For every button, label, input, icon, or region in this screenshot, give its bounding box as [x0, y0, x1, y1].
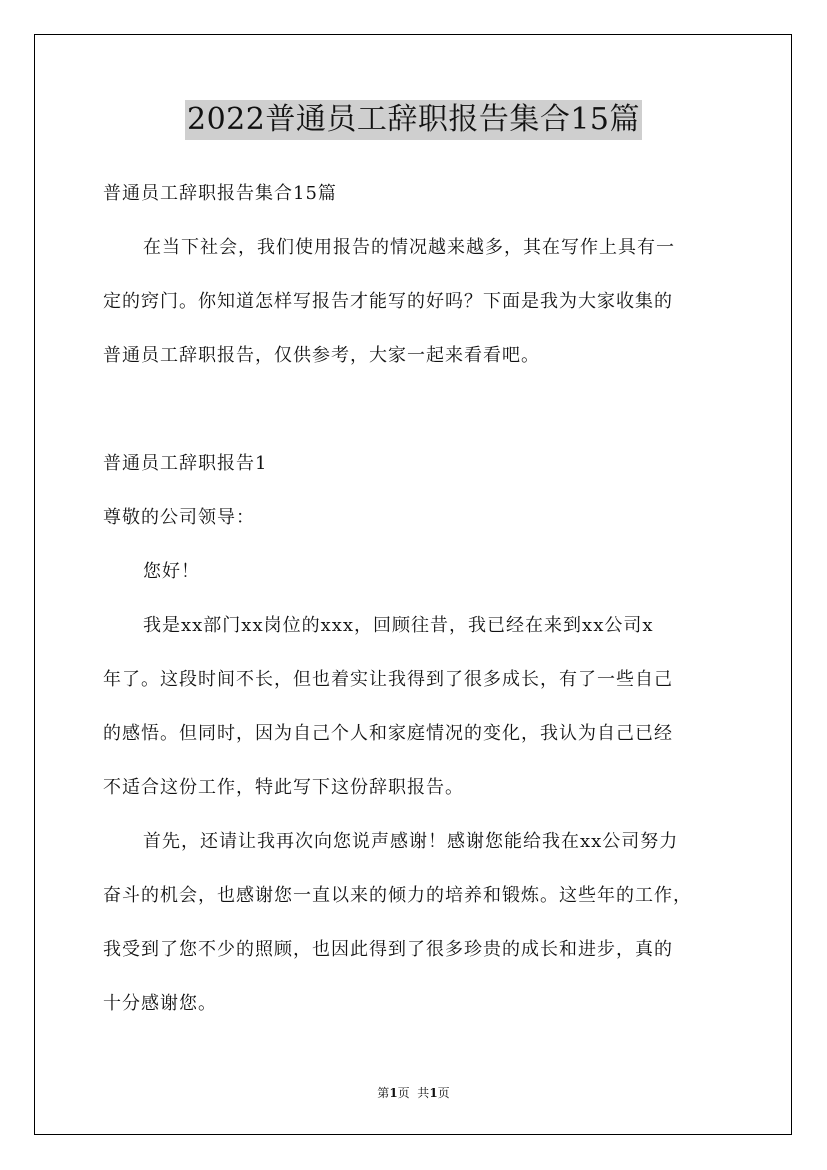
- paragraph2-line-3: 我受到了您不少的照顾，也因此得到了很多珍贵的成长和进步，真的: [103, 939, 673, 960]
- footer-page-prefix: 第: [377, 1086, 390, 1100]
- paragraph2-line-1: 首先，还请让我再次向您说声感谢！感谢您能给我在xx公司努力: [143, 831, 679, 852]
- document-subtitle: 普通员工辞职报告集合15篇: [103, 183, 337, 204]
- paragraph1-line-1: 我是xx部门xx岗位的xxx，回顾往昔，我已经在来到xx公司x: [143, 615, 654, 636]
- page-footer: [0, 1086, 827, 1100]
- salutation: 尊敬的公司领导：: [103, 507, 255, 528]
- document-title: 2022普通员工辞职报告集合15篇: [185, 100, 642, 140]
- title-container: [0, 100, 827, 140]
- paragraph2-line-2: 奋斗的机会，也感谢您一直以来的倾力的培养和锻炼。这些年的工作，: [103, 885, 692, 906]
- greeting: 您好！: [143, 561, 200, 582]
- intro-line-2: 定的窍门。你知道怎样写报告才能写的好吗？下面是我为大家收集的: [103, 291, 673, 312]
- intro-line-3: 普通员工辞职报告，仅供参考，大家一起来看看吧。: [103, 345, 540, 366]
- paragraph1-line-4: 不适合这份工作，特此写下这份辞职报告。: [103, 777, 464, 798]
- paragraph1-line-2: 年了。这段时间不长，但也着实让我得到了很多成长，有了一些自己: [103, 669, 673, 690]
- footer-page-mid: 页 共: [397, 1086, 430, 1100]
- paragraph1-line-3: 的感悟。但同时，因为自己个人和家庭情况的变化，我认为自己已经: [103, 723, 673, 744]
- paragraph2-line-4: 十分感谢您。: [103, 993, 217, 1014]
- section-heading: 普通员工辞职报告1: [103, 453, 268, 474]
- intro-line-1: 在当下社会，我们使用报告的情况越来越多，其在写作上具有一: [143, 237, 675, 258]
- footer-total-pages: 1: [429, 1086, 438, 1100]
- footer-page-suffix: 页: [437, 1086, 450, 1100]
- footer-page-number: 1: [389, 1086, 398, 1100]
